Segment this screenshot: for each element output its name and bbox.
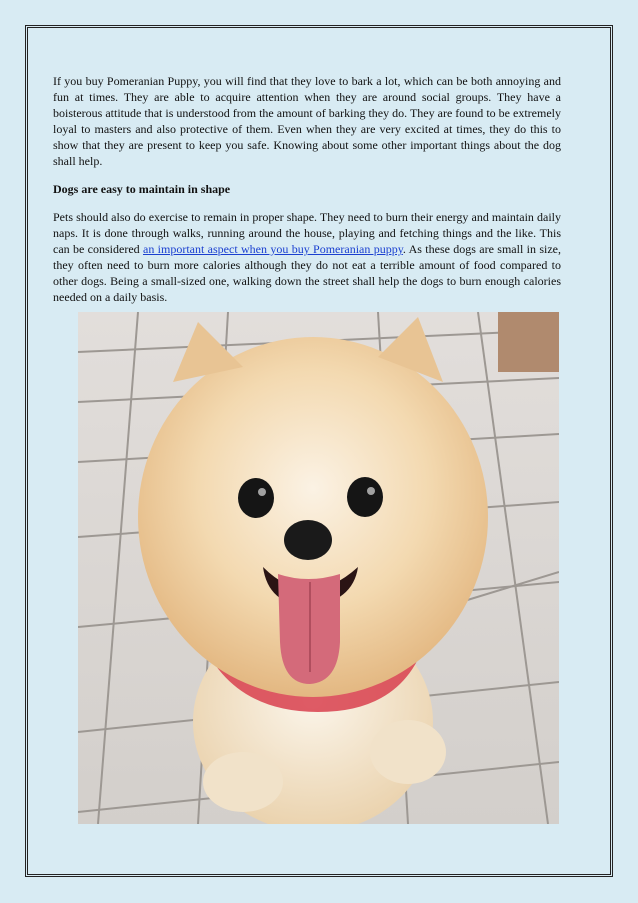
intro-paragraph: If you buy Pomeranian Puppy, you will find that they love to bark a lot, which can be both annoying and fun at times. They are able to acquire attention when they are around social groups. They have a boisterous attitude that is understood from the amount of barking they do. They are found to be extremely loyal to masters and also protective of them. Even when they are very excited at times, they do this to show that they are present to keep you safe. Knowing about some other important things about the dog shall help. xyxy=(53,74,561,168)
dog-nose xyxy=(284,520,332,560)
pomeranian-illustration xyxy=(78,312,559,824)
dog-left-eye xyxy=(238,478,274,518)
wooden-furniture xyxy=(498,312,559,372)
pomeranian-article-link[interactable]: an important aspect when you buy Pomeranian puppy xyxy=(143,242,403,256)
paragraph-text-before-link: Pets should also do exercise to remain in proper shape. They need to burn their energy and maintain daily naps. It is done through walks, running around the house, playing and fetching things and the like. This can be considered xyxy=(53,210,561,256)
dog-left-paw xyxy=(203,752,283,812)
document-body xyxy=(53,73,561,305)
pomeranian-photo xyxy=(78,312,559,824)
paragraph-text-after-link: . As these dogs are small in size, they often need to burn more calories although they do not eat a terrible amount of food compared to other dogs. Being a small-sized one, walking down the street shall help the dogs to burn enough calories needed on a daily basis. xyxy=(53,242,561,304)
dog-right-paw xyxy=(370,720,446,784)
section-heading: Dogs are easy to maintain in shape xyxy=(53,182,231,196)
exercise-paragraph xyxy=(53,209,561,305)
dog-right-eye xyxy=(347,477,383,517)
